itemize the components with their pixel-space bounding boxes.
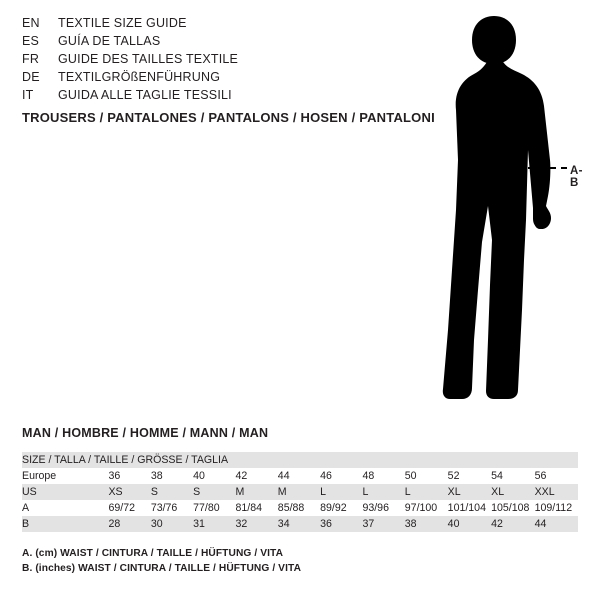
cell: 109/112 — [534, 502, 573, 514]
language-row — [22, 32, 382, 50]
cell: 54 — [491, 470, 503, 482]
language-text: GUIDA ALLE TAGLIE TESSILI — [58, 88, 232, 102]
cell: M — [235, 484, 277, 500]
table-row — [22, 516, 578, 532]
row-label: Europe — [22, 470, 57, 482]
table-row — [22, 500, 578, 516]
cell: 42 — [235, 470, 248, 482]
language-row — [22, 50, 382, 68]
cell: XXL — [535, 484, 578, 500]
size-table — [22, 452, 578, 532]
table-row — [22, 468, 578, 484]
language-code: FR — [22, 52, 40, 66]
language-code: DE — [22, 70, 40, 84]
cell: 48 — [362, 470, 375, 482]
row-label: US — [22, 484, 108, 500]
row-label: B — [22, 516, 108, 532]
figure-illustration — [410, 10, 590, 410]
language-code: EN — [22, 16, 40, 30]
cell: 32 — [235, 516, 277, 532]
table-row-header — [22, 452, 578, 468]
cell: 31 — [193, 516, 235, 532]
language-row — [22, 68, 382, 86]
cell: 36 — [320, 516, 362, 532]
row-label: A — [22, 502, 30, 514]
cell: 40 — [448, 516, 491, 532]
language-row — [22, 14, 382, 32]
cell: 52 — [447, 470, 460, 482]
cell: L — [320, 484, 362, 500]
cell: 85/88 — [277, 502, 305, 514]
cell: 40 — [193, 470, 205, 482]
cell: 93/96 — [362, 502, 389, 514]
man-silhouette-icon — [410, 10, 590, 410]
cell: XL — [491, 484, 534, 500]
cell: 34 — [278, 516, 320, 532]
cell: 77/80 — [193, 502, 220, 514]
cell: 38 — [405, 516, 448, 532]
cell: XS — [108, 484, 150, 500]
cell: 69/72 — [108, 502, 135, 514]
table-row — [22, 484, 578, 500]
cell: 89/92 — [320, 502, 347, 514]
language-text: GUIDE DES TAILLES TEXTILE — [58, 52, 239, 66]
cell: L — [362, 484, 404, 500]
footnote-b: B. (inches) WAIST / CINTURA / TAILLE / HÜFTUNG / VITA — [22, 563, 302, 574]
cell: L — [405, 484, 448, 500]
measure-label-a-b: A-B — [570, 165, 583, 189]
cell: S — [193, 484, 235, 500]
language-text: TEXTILE SIZE GUIDE — [58, 16, 187, 30]
language-code: ES — [22, 34, 40, 48]
cell: 42 — [491, 516, 534, 532]
language-list — [22, 14, 382, 104]
cell: XL — [448, 484, 491, 500]
cell: S — [151, 484, 193, 500]
cell: M — [278, 484, 320, 500]
language-row — [22, 86, 382, 104]
cell: 36 — [108, 470, 121, 482]
cell: 44 — [535, 516, 578, 532]
language-code: IT — [22, 88, 34, 102]
cell: 73/76 — [150, 502, 178, 514]
cell: 101/104 — [447, 502, 486, 514]
cell: 38 — [150, 470, 163, 482]
language-text: TEXTILGRÖßENFÜHRUNG — [58, 70, 221, 84]
cell: 37 — [362, 516, 404, 532]
cell: 30 — [151, 516, 193, 532]
language-text: GUÍA DE TALLAS — [58, 34, 161, 48]
cell: 46 — [320, 470, 332, 482]
cell: 28 — [108, 516, 150, 532]
section-title-man: MAN / HOMBRE / HOMME / MANN / MAN — [22, 426, 269, 440]
footnote-a: A. (cm) WAIST / CINTURA / TAILLE / HÜFTUNG / VITA — [22, 548, 284, 559]
cell: 81/84 — [235, 502, 262, 514]
cell: 56 — [534, 470, 547, 482]
cell: 97/100 — [404, 502, 438, 514]
cell: 44 — [277, 470, 290, 482]
category-title: TROUSERS / PANTALONES / PANTALONS / HOSEN / PANTALONI — [22, 110, 435, 125]
cell: 50 — [404, 470, 417, 482]
table-header-label: SIZE / TALLA / TAILLE / GRÖSSE / TAGLIA — [22, 452, 578, 468]
footnotes — [22, 546, 301, 576]
cell: 105/108 — [491, 502, 530, 514]
